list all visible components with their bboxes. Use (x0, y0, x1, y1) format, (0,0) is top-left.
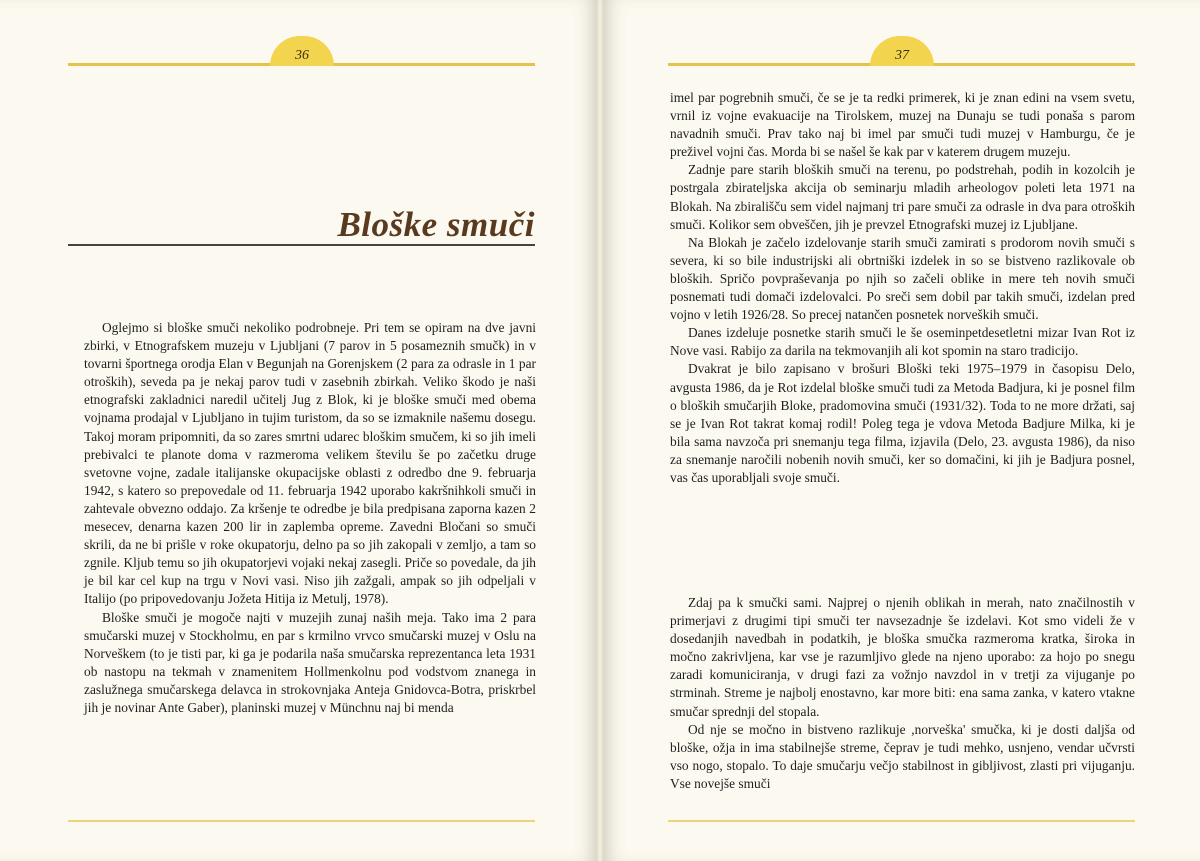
paragraph: Dvakrat je bilo zapisano v brošuri Bloški teki 1975–1979 in časopisu Delo, avgusta 1986, da je Rot izdelal bloške smuči tudi za Metoda Badjura, ki je posnel film o bloških smučarjih Bloke, pradomovina smuči (1931/32). Toda to ne more držati, saj se je Ivan Rot takrat komaj rodil! Poleg tega je vdova Metoda Badjure Milka, ki je bila sama navzoča pri snemanju tega filma, izjavila (Delo, 23. avgusta 1986), da niso za snemanje naročili nobenih novih smuči, ker so domačini, ki jih je Badjura posnel, vas čas uporabljali svoje smuči. (670, 361, 1135, 485)
page-number: 36 (270, 36, 334, 66)
paragraph: Na Blokah je začelo izdelovanje starih smuči zamirati s prodorom novih smuči s severa, ki so bile industrijski ali obrtniški izdelek in so se bistveno razlikovale ob bloških. Spričo povpraševanja po njih so začeli oblike in mere teh novih smuči posnemati tudi domači izdelovalci. Po sreči sem dobil par takih smuči, izdelan pred vojno v letih 1926/28. So precej natančen posnetek norveških smuči. (670, 234, 1135, 323)
right-body-text-top (670, 89, 1135, 487)
paragraph: Bloške smuči je mogoče najti v muzejih zunaj naših meja. Tako ima 2 para smučarski muzej v Stockholmu, en par s krmilno vrvco smučarski muzej v Oslu na Norveškem (to je tisti par, ki ga je podarila naša smučarska reprezentanca leta 1931 ob nastopu na tekmah v znamenitem Hollmenkolnu pod vodstvom znanega in zaslužnega smučarskega delavca in strokovnjaka Anteja Gnidovca-Botra, priskrbel jih je novinar Ante Gaber), planinski muzej v Münchnu naj bi menda (84, 609, 536, 715)
left-page (0, 0, 597, 861)
paragraph: Zadnje pare starih bloških smuči na terenu, po podstrehah, podih in kozolcih je postrgala zbirateljska akcija ob seminarju mladih arheologov poleti leta 1971 na Blokah. Na zbirališču sem videl najmanj tri pare smuči za odrasle in dva para otroških smuči. Kolikor sem obveščen, jih je prevzel Etnografski muzej iz Ljubljane. (670, 162, 1135, 232)
title-rule (68, 244, 535, 246)
page-number: 37 (870, 36, 934, 66)
paragraph: Zdaj pa k smučki sami. Najprej o njenih oblikah in merah, nato značilnostih v primerjavi z drugimi tipi smuči ter navsezadnje še izdelavi. Kot smo videli že v dosedanjih navedbah in podatkih, je bloška smučka razmeroma kratka, široka in močno zakrivljena, kar vse je razumljivo glede na njeno uporabo: za hojo po snegu zaradi komuniciranja, v drugi fazi za vožnjo navzdol in v tretji za vijuganje po strminah. Streme je najbolj enostavno, kar more biti: ena sama zanka, v katero vtakne smučar sprednji del stopala. (670, 595, 1135, 719)
footer-rule (668, 820, 1135, 822)
chapter-title: Bloške smuči (337, 205, 535, 244)
footer-rule (68, 820, 535, 822)
paragraph: Oglejmo si bloške smuči nekoliko podrobneje. Pri tem se opiram na dve javni zbirki, v Etnografskem muzeju v Ljubljani (7 parov in 5 posameznih smučk) in v tovarni športnega orodja Elan v Begunjah na Gorenjskem (2 para za odrasle in 1 par otroških), seveda pa je nekaj parov tudi v zasebnih zbirkah. Veliko škodo je naši etnografski zakladnici naredil učitelj Jug z Blok, ki je bloške smuči med obema vojnama prodajal v Ljubljano in tujim turistom, da so se izmaknile našemu dosegu. Takoj moram pripomniti, da so zares smrtni udarec bloškim smučem, ki so jih imeli prebivalci te planote doma v razmeroma velikem številu še po začetku druge svetovne vojne, zadale italijanske okupacijske oblasti z odredbo dne 9. februarja 1942, s katero so prepovedale od 11. februarja 1942 uporabo kakršnihkoli smuči in zahtevale obvezno oddajo. Za kršenje te odredbe je bila predpisana zaporna kazen 2 mesecev, denarna kazen 200 lir in zaplemba opreme. Zavedni Bločani so smuči skrili, da ne bi prišle v roke okupatorju, delno pa so jih zakopali v zemljo, a tam so zgnile. Kljub temu so jih okupatorjevi vojaki nekaj zasegli. Priče so povedale, da jih je bil kar cel kup na trgu v Novi vasi. Niso jih zažgali, ampak so jih odpeljali v Italijo (po pripovedovanju Jožeta Hitija iz Metulj, 1978). (84, 320, 536, 607)
paragraph: imel par pogrebnih smuči, če se je ta redki primerek, ki je znan edini na vsem svetu, vrnil iz vojne evakuacije na Tirolskem, muzej na Dunaju se tudi ponaša s parom navadnih smuči. Prav tako naj bi imel par smuči tudi muzej v Hamburgu, če je preživel vojni čas. Morda bi se našel še kak par v katerem drugem muzeju. (670, 90, 1135, 160)
left-body-text (84, 319, 536, 717)
right-page (603, 0, 1200, 861)
right-body-text-bottom (670, 594, 1135, 793)
paragraph: Danes izdeluje posnetke starih smuči le še oseminpetdesetletni mizar Ivan Rot iz Nove vasi. Rabijo za darila na tekmovanjih ali kot spomin na staro tradicijo. (670, 325, 1135, 359)
paragraph: Od nje se močno in bistveno razlikuje ,norveška' smučka, ki je dosti daljša od bloške, ožja in ima stabilnejše streme, čeprav je tudi mehko, usnjeno, vendar učvrsti vso nogo, stopalo. To daje smučarju večjo stabilnost in gibljivost, zlasti pri vijuganju. Vse novejše smuči (670, 721, 1135, 791)
